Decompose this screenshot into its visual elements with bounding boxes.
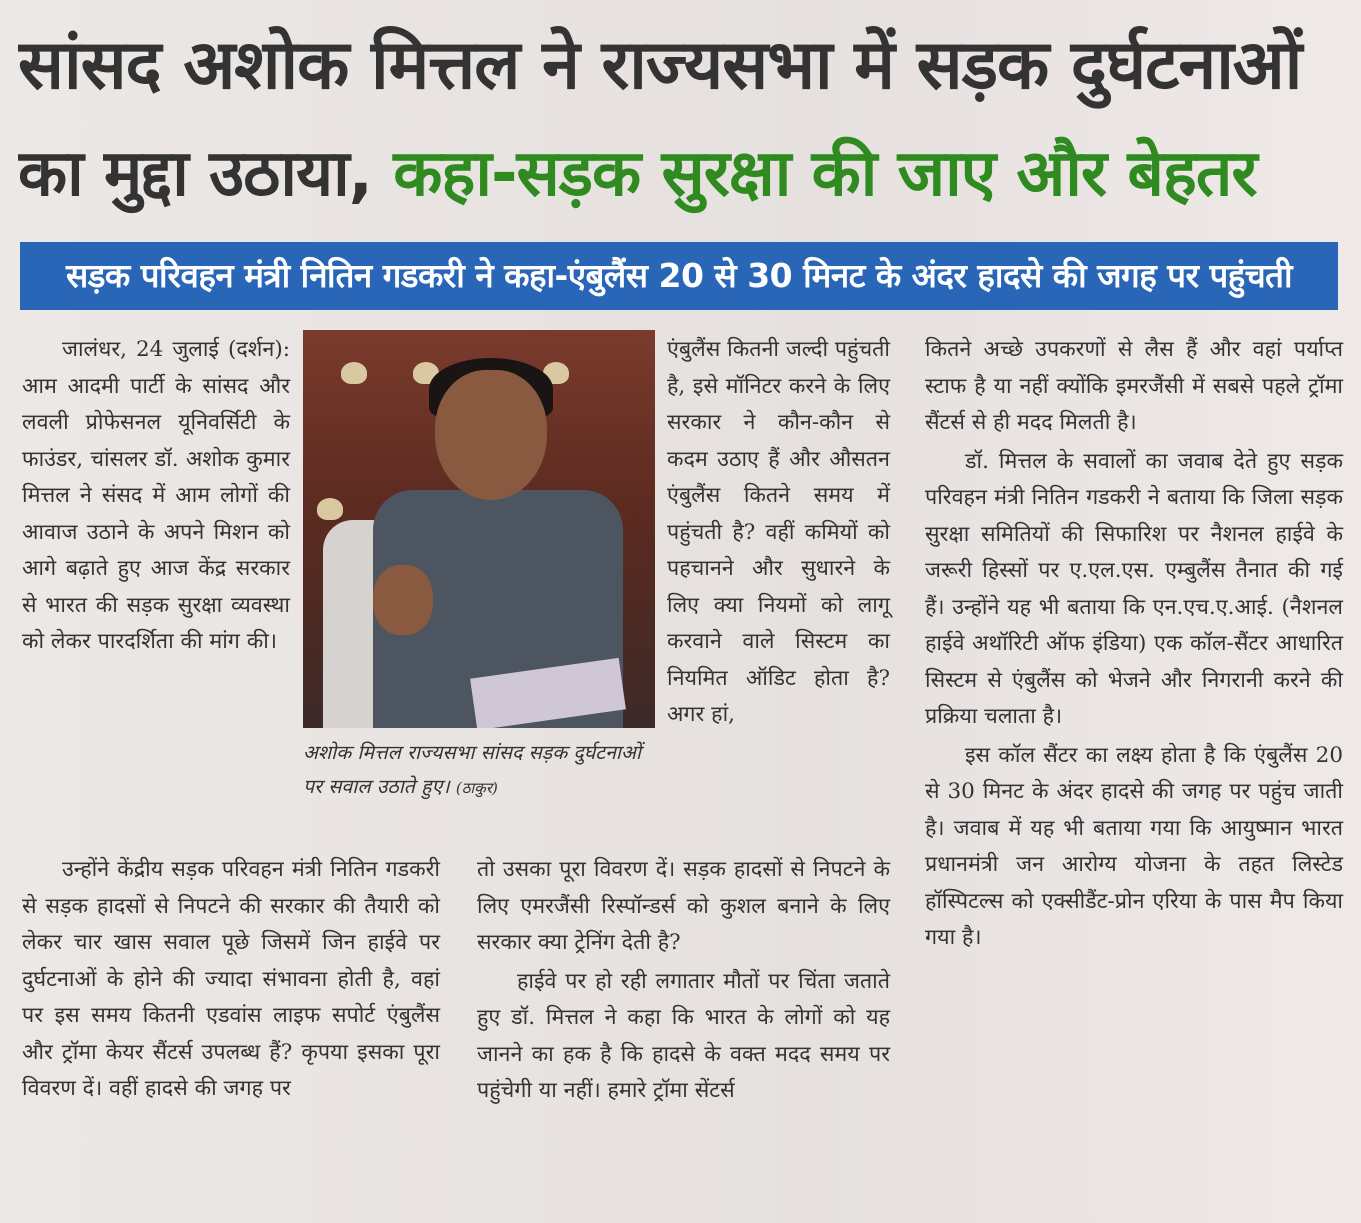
article-column-lower-2 [477, 852, 890, 1217]
photo-caption-text: अशोक मित्तल राज्यसभा सांसद सड़क दुर्घटनाओं पर सवाल उठाते हुए। [303, 741, 641, 798]
headline-line-2 [18, 122, 1348, 232]
headline-line-1: सांसद अशोक मित्तल ने राज्यसभा में सड़क दुर्घटनाओं [18, 26, 1302, 105]
subheadline-banner: सड़क परिवहन मंत्री नितिन गडकरी ने कहा-एंबुलैंस 20 से 30 मिनट के अंदर हादसे की जगह पर पहुंचती [20, 242, 1338, 310]
article-column-2 [667, 332, 890, 850]
headline-line-2-green: कहा-सड़क सुरक्षा की जाए और बेहतर [393, 137, 1257, 211]
article-photo [303, 330, 655, 728]
photo-caption [303, 736, 655, 816]
article-column-1 [22, 332, 290, 852]
article-paragraph: उन्होंने केंद्रीय सड़क परिवहन मंत्री नितिन गडकरी से सड़क हादसों से निपटने की सरकार की तैयारी को लेकर चार खास सवाल पूछे जिसमें जिन हाईवे पर दुर्घटनाओं के होने की ज्यादा संभावना होती है, वहां पर इस समय कितनी एडवांस लाइफ सपोर्ट एंबुलैंस और ट्रॉमा केयर सैंटर्स उपलब्ध हैं? कृपया इसका पूरा विवरण दें। वहीं हादसे की जगह पर [22, 857, 440, 1101]
article-column-lower-1 [22, 852, 440, 1217]
article-column-3 [925, 332, 1343, 1212]
article-paragraph: एंबुलैंस कितनी जल्दी पहुंचती है, इसे मॉनिटर करने के लिए सरकार ने कौन-कौन से कदम उठाए हैं और औसतन एंबुलैंस कितने समय में पहुंचती है? वहीं कमियों को पहचानने और सुधारने के लिए क्या नियमों को लागू करवाने वाले सिस्टम का नियमित ऑडिट होता है? अगर हां, [667, 337, 890, 727]
article-paragraph: इस कॉल सैंटर का लक्ष्य होता है कि एंबुलैंस 20 से 30 मिनट के अंदर हादसे की जगह पर पहुंच जाती है। जवाब में यह भी बताया गया कि आयुष्मान भारत प्रधानमंत्री जन आरोग्य योजना के तहत लिस्टेड हॉस्पिटल्स को एक्सीडैंट-प्रोन एरिया के पास मैप किया गया है। [925, 742, 1343, 950]
photo-credit: (ठाकुर) [455, 779, 498, 797]
article-paragraph: तो उसका पूरा विवरण दें। सड़क हादसों से निपटने के लिए एमरजैंसी रिस्पॉन्डर्स को कुशल बनाने के लिए सरकार क्या ट्रेनिंग देती है? [477, 857, 890, 955]
article-paragraph: डॉ. मित्तल के सवालों का जवाब देते हुए सड़क परिवहन मंत्री नितिन गडकरी ने बताया कि जिला सड़क सुरक्षा समितियों की सिफारिश पर नैशनल हाईवे के जरूरी हिस्सों पर ए.एल.एस. एम्बुलैंस तैनात की गई हैं। उन्होंने यह भी बताया कि एन.एच.ए.आई. (नैशनल हाईवे अथॉरिटी ऑफ इंडिया) एक कॉल-सैंटर आधारित सिस्टम से एंबुलैंस को भेजने और निगरानी करने की प्रक्रिया चलाता है। [925, 448, 1343, 729]
article-paragraph: हाईवे पर हो रही लगातार मौतों पर चिंता जताते हुए डॉ. मित्तल ने कहा कि भारत के लोगों को यह जानने का हक है कि हादसे के वक्त मदद समय पर पहुंचेगी या नहीं। हमारे ट्रॉमा सेंटर्स [477, 968, 890, 1103]
article-paragraph: कितने अच्छे उपकरणों से लैस हैं और वहां पर्याप्त स्टाफ है या नहीं क्योंकि इमरजैंसी में सबसे पहले ट्रॉमा सैंटर्स से ही मदद मिलती है। [925, 337, 1343, 435]
headline-line-2-dark: का मुद्दा उठाया, [18, 137, 394, 211]
article-paragraph: जालंधर, 24 जुलाई (दर्शन): आम आदमी पार्टी के सांसद और लवली प्रोफेसनल यूनिवर्सिटी के फाउंडर, चांसलर डॉ. अशोक कुमार मित्तल ने संसद में आम लोगों की आवाज उठाने के अपने मिशन को आगे बढ़ाते हुए आज केंद्र सरकार से भारत की सड़क सुरक्षा व्यवस्था को लेकर पारदर्शिता की मांग की। [22, 337, 290, 654]
